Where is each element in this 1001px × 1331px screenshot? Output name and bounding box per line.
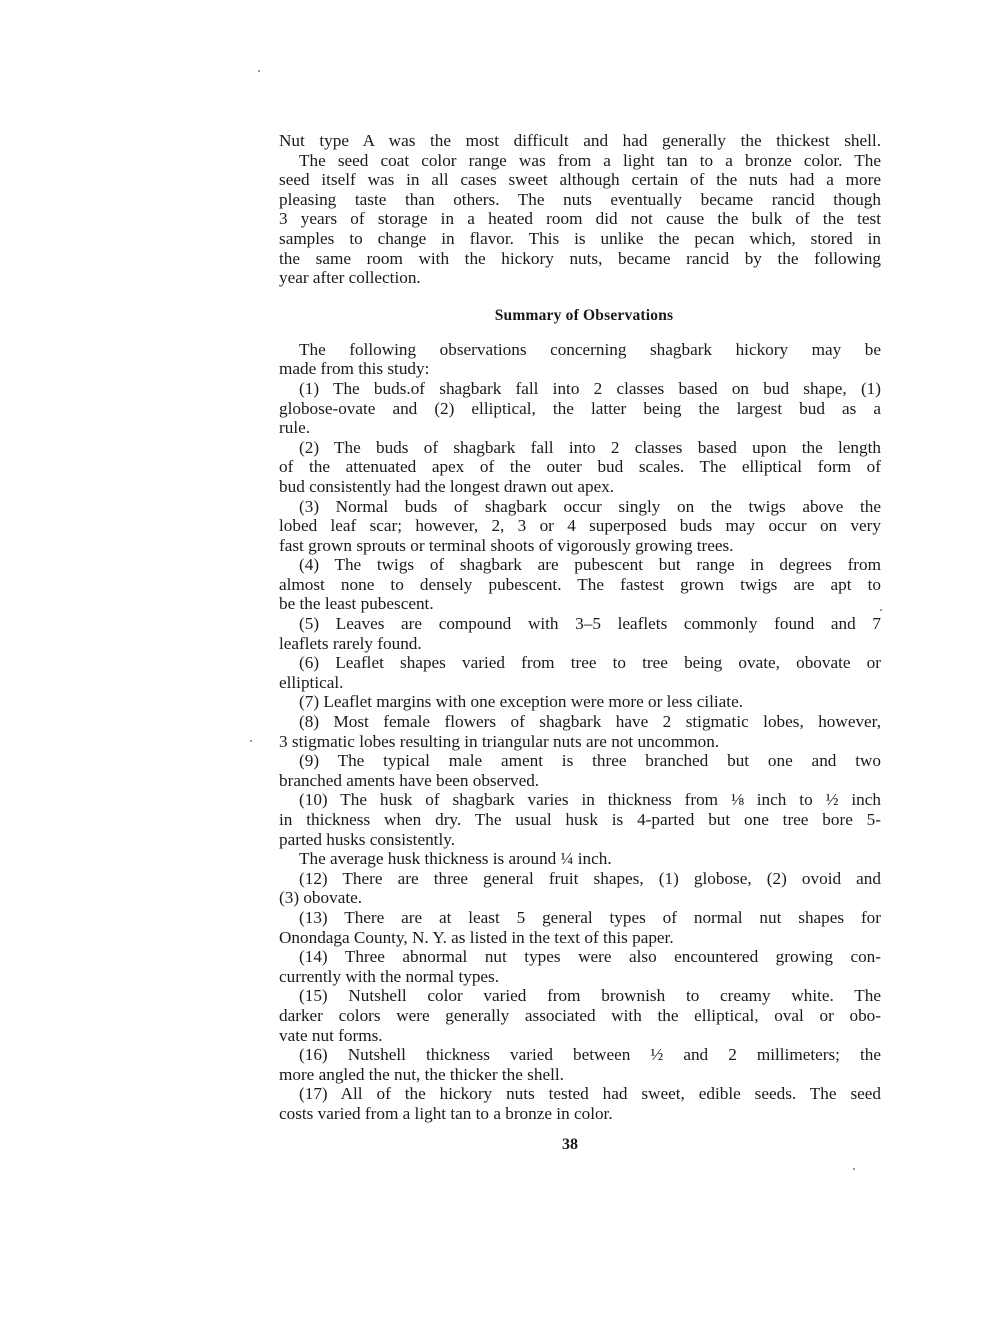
document-page [279,131,881,1124]
summary-section [279,340,881,1124]
observation-item: (1) The buds.of shagbark fall into 2 classes based on bud shape, (1) [299,378,881,398]
text-line: made from this study: [279,359,430,379]
observation-item: (3) Normal buds of shagbark occur singly on the twigs above the [299,496,881,516]
text-line: vate nut forms. [279,1025,383,1045]
observation-item: The average husk thickness is around ¼ inch. [299,849,612,869]
text-line: fast grown sprouts or terminal shoots of vigorously growing trees. [279,535,734,555]
text-line: darker colors were generally associated with the elliptical, oval or obo- [279,1005,881,1025]
text-line: (3) obovate. [279,888,363,908]
text-line: Nut type A was the most difficult and had generally the thickest shell. [279,131,881,150]
text-line: The following observations concerning shagbark hickory may be [299,339,881,359]
observation-item: (9) The typical male ament is three branched but one and two [299,751,881,771]
text-line: samples to change in flavor. This is unlike the pecan which, stored in [279,228,881,248]
observation-item: (13) There are at least 5 general types of normal nut shapes for [299,907,881,927]
text-line: costs varied from a light tan to a bronze in color. [279,1103,613,1123]
text-line: in thickness when dry. The usual husk is 4-parted but one tree bore 5- [279,810,881,829]
text-line: year after collection. [279,268,421,288]
scan-speck [250,740,252,742]
observation-item: (5) Leaves are compound with 3–5 leaflets commonly found and 7 [299,614,881,634]
observation-item: (4) The twigs of shagbark are pubescent but range in degrees from [299,555,881,575]
text-line: elliptical. [279,672,344,692]
text-line: the same room with the hickory nuts, became rancid by the following [279,248,881,268]
observation-item: (2) The buds of shagbark fall into 2 classes based upon the length [299,437,881,457]
observation-item: (8) Most female flowers of shagbark have 2 stigmatic lobes, however, [299,712,881,732]
text-line: globose-ovate and (2) elliptical, the latter being the largest bud as a [279,398,881,418]
intro-paragraph [279,131,881,288]
observation-item: (12) There are three general fruit shapes, (1) globose, (2) ovoid and [299,868,881,888]
observation-item: (10) The husk of shagbark varies in thickness from ⅛ inch to ½ inch [299,790,881,810]
text-line: be the least pubescent. [279,594,434,614]
text-line: 3 years of storage in a heated room did not cause the bulk of the test [279,209,881,229]
text-line: rule. [279,418,311,438]
text-line: parted husks consistently. [279,829,455,849]
text-line: seed itself was in all cases sweet although certain of the nuts had a more [279,170,881,190]
text-line: Onondaga County, N. Y. as listed in the text of this paper. [279,927,674,947]
text-line: currently with the normal types. [279,966,500,986]
text-line: branched aments have been observed. [279,770,540,790]
observation-item: (7) Leaflet margins with one exception were more or less ciliate. [299,692,744,712]
observation-item: (16) Nutshell thickness varied between ½ and 2 millimeters; the [299,1045,881,1065]
section-heading: Summary of Observations [494,306,674,324]
scan-speck [258,70,260,72]
page-number: 38 [562,1136,578,1153]
text-line: bud consistently had the longest drawn out apex. [279,476,615,496]
text-line: more angled the nut, the thicker the shell. [279,1064,564,1084]
text-line: lobed leaf scar; however, 2, 3 or 4 superposed buds may occur on very [279,516,881,536]
scan-speck [853,1168,855,1170]
scan-speck [880,609,882,611]
text-line: The seed coat color range was from a light tan to a bronze color. The [299,150,881,170]
text-line: pleasing taste than others. The nuts eventually became rancid though [279,189,881,209]
text-line: 3 stigmatic lobes resulting in triangular nuts are not uncommon. [279,731,720,751]
text-line: almost none to densely pubescent. The fastest grown twigs are apt to [279,574,881,594]
observation-item: (6) Leaflet shapes varied from tree to tree being ovate, obovate or [299,653,881,673]
observation-item: (15) Nutshell color varied from brownish to creamy white. The [299,986,881,1006]
text-line: leaflets rarely found. [279,633,422,653]
observation-item: (17) All of the hickory nuts tested had sweet, edible seeds. The seed [299,1084,881,1104]
text-line: of the attenuated apex of the outer bud scales. The elliptical form of [279,457,881,477]
observation-item: (14) Three abnormal nut types were also encountered growing con- [299,947,881,967]
